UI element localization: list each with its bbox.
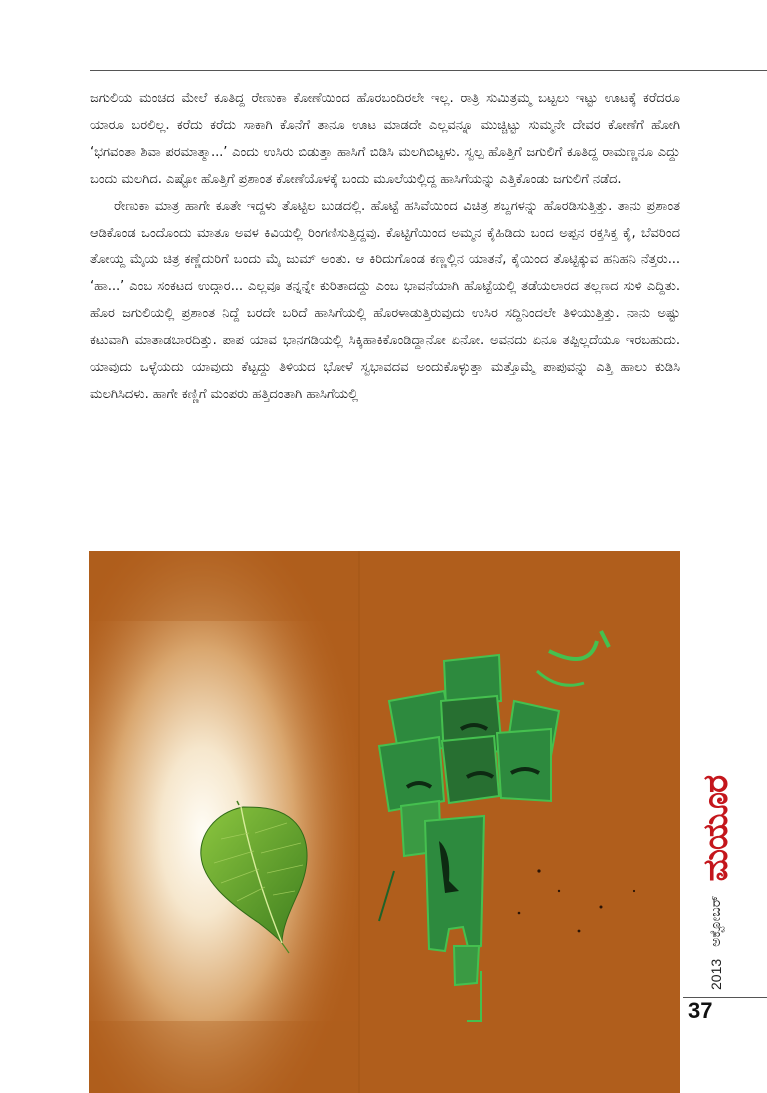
magazine-name: ಮಯೂರ	[696, 775, 736, 882]
story-illustration	[89, 551, 680, 1093]
magazine-masthead	[690, 770, 742, 990]
article-paragraph-2: ರೇಣುಕಾ ಮಾತ್ರ ಹಾಗೇ ಕೂತೇ ಇದ್ದಳು ತೊಟ್ಟಿಲ ಬುಡದಲ್ಲಿ. ಹೊಟ್ಟೆ ಹಸಿವೆಯಿಂದ ವಿಚಿತ್ರ ಶಬ್ದಗಳನ್ನು ಹೊರಡಿಸುತ್ತಿತ್ತು. ತಾನು ಪ್ರಶಾಂತ ಆಡಿಕೊಂಡ ಒಂದೊಂದು ಮಾತೂ ಅವಳ ಕಿವಿಯಲ್ಲಿ ರಿಂಗಣಿಸುತ್ತಿದ್ದವು. ಕೊಟ್ಟಿಗೆಯಿಂದ ಅಮ್ಮನ ಕೈಹಿಡಿದು ಬಂದ ಅಪ್ಪನ ರಕ್ತಸಿಕ್ತ ಕೈ, ಬೆವರಿಂದ ತೋಯ್ದ ಮೈಯ ಚಿತ್ರ ಕಣ್ಣೆದುರಿಗೆ ಬಂದು ಮೈ ಜುಮ್ ಅಂತು. ಆ ಕಿರಿದುಗೊಂಡ ಕಣ್ಣಲ್ಲಿನ ಯಾತನೆ, ಕೈಯಿಂದ ತೊಟ್ಟಿಕ್ಕುವ ಹನಿಹನಿ ನೆತ್ತರು... ‘ಹಾ...’ ಎಂಬ ಸಂಕಟದ ಉದ್ಗಾರ... ಎಲ್ಲವೂ ತನ್ನನ್ನೇ ಕುರಿತಾದದ್ದು ಎಂಬ ಭಾವನೆಯಾಗಿ ಹೊಟ್ಟೆಯಲ್ಲಿ ತಡೆಯಲಾರದ ತಲ್ಲಣದ ಸುಳಿ ಎದ್ದಿತು. ಹೊರ ಜಗುಲಿಯಲ್ಲಿ ಪ್ರಶಾಂತ ನಿದ್ದೆ ಬರದೇ ಬರಿದೆ ಹಾಸಿಗೆಯಲ್ಲಿ ಹೊರಳಾಡುತ್ತಿರುವುದು ಉಸಿರ ಸದ್ದಿನಿಂದಲೇ ತಿಳಿಯುತ್ತಿತ್ತು. ನಾನು ಅಷ್ಟು ಕಟುವಾಗಿ ಮಾತಾಡಬಾರದಿತ್ತು. ಪಾಪ ಯಾವ ಭಾನಗಡಿಯಲ್ಲಿ ಸಿಕ್ಕಿಹಾಕಿಕೊಂಡಿದ್ದಾನೋ ಏನೋ. ಅವನದು ಏನೂ ತಪ್ಪಿಲ್ಲದೆಯೂ ಇರಬಹುದು. ಯಾವುದು ಒಳ್ಳೆಯದು ಯಾವುದು ಕೆಟ್ಟದ್ದು ತಿಳಿಯದ ಭೋಳೆ ಸ್ವಭಾವದವ ಅಂದುಕೊಳ್ಳುತ್ತಾ ಮತ್ತೊಮ್ಮೆ ಪಾಪುವನ್ನು ಎತ್ತಿ ಹಾಲು ಕುಡಿಸಿ ಮಲಗಿಸಿದಳು. ಹಾಗೇ ಕಣ್ಣಿಗೆ ಮಂಪರು ಹತ್ತಿದಂತಾಗಿ ಹಾಸಿಗೆಯಲ್ಲಿ	[90, 198, 680, 402]
issue-month: ಅಕ್ಟೋಬರ್	[708, 895, 724, 947]
page-number: 37	[688, 998, 713, 1023]
issue-year: 2013	[708, 958, 724, 990]
top-divider	[90, 70, 767, 71]
article-body	[90, 86, 680, 409]
article-paragraph-1: ಜಗುಲಿಯ ಮಂಚದ ಮೇಲೆ ಕೂತಿದ್ದ ರೇಣುಕಾ ಕೋಣೆಯಿಂದ ಹೊರಬಂದಿರಲೇ ಇಲ್ಲ. ರಾತ್ರಿ ಸುಮಿತ್ರಮ್ಮ ಬಟ್ಟಲು ಇಟ್ಟು ಊಟಕ್ಕೆ ಕರೆದರೂ ಯಾರೂ ಬರಲಿಲ್ಲ. ಕರೆದು ಕರೆದು ಸಾಕಾಗಿ ಕೊನೆಗೆ ತಾನೂ ಊಟ ಮಾಡದೇ ಎಲ್ಲವನ್ನೂ ಮುಚ್ಚಿಟ್ಟು ಸುಮ್ಮನೇ ದೇವರ ಕೋಣೆಗೆ ಹೋಗಿ ‘ಭಗವಂತಾ ಶಿವಾ ಪರಮಾತ್ಮಾ...’ ಎಂದು ಉಸಿರು ಬಿಡುತ್ತಾ ಹಾಸಿಗೆ ಬಿಡಿಸಿ ಮಲಗಿಬಿಟ್ಟಳು. ಸ್ವಲ್ಪ ಹೊತ್ತಿಗೆ ಜಗುಲಿಗೆ ಕೂತಿದ್ದ ರಾಮಣ್ಣನೂ ಎದ್ದು ಬಂದು ಮಲಗಿದ. ಎಷ್ಟೋ ಹೊತ್ತಿಗೆ ಪ್ರಶಾಂತ ಕೋಣೆಯೊಳಕ್ಕೆ ಬಂದು ಮೂಲೆಯಲ್ಲಿದ್ದ ಹಾಸಿಗೆಯನ್ನು ಎತ್ತಿಕೊಂಡು ಜಗುಲಿಗೆ ನಡೆದ.	[90, 91, 680, 187]
illustration-artwork	[89, 551, 680, 1093]
